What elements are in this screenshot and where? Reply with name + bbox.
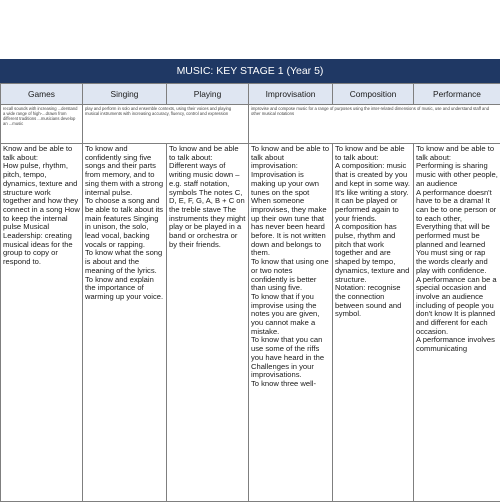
performance-text-1: To know and be able to talk about: [416, 145, 498, 162]
header-improvisation: Improvisation [249, 84, 333, 105]
composition-text-1: To know and be able to talk about: [335, 145, 411, 162]
composition-text-3: A composition has pulse, rhythm and pitch that work together and are shaped by tempo, dynamics, texture and structure. [335, 223, 411, 284]
singing-text-1: To know and confidently sing five songs and their parts from memory, and to sing them with a strong internal pulse. [85, 145, 164, 197]
goal-singing-playing: play and perform in solo and ensemble contexts, using their voices and playing musical instruments with increasing accuracy, fluency, control and expression [83, 105, 249, 144]
improvisation-text-3: To know that using one or two notes confidently is better than using five. [251, 258, 330, 293]
header-singing: Singing [83, 84, 167, 105]
performance-text-4: Everything that will be performed must be planned and learned You must sing or rap the words clearly and play with confidence. [416, 223, 498, 275]
header-composition: Composition [333, 84, 414, 105]
singing-text-2: To choose a song and be able to talk about its main features Singing in unison, the solo, lead vocal, backing vocals or rapping. [85, 197, 164, 249]
cell-singing [83, 144, 167, 502]
games-text-2: How pulse, rhythm, pitch, tempo, dynamics, texture and structure work together and how they connect in a song How to keep the internal pulse Musical Leadership: creating musical ideas for the group to copy or respond to. [3, 162, 80, 266]
header-playing: Playing [167, 84, 249, 105]
cell-playing [167, 144, 249, 502]
goal-games: recall sounds with increasing ...derstand a wide range of high-...drawn from different traditions ...musicians develop an ...music [1, 105, 83, 144]
header-row [1, 84, 500, 105]
cell-improvisation [249, 144, 333, 502]
curriculum-table [0, 83, 500, 502]
performance-text-6: A performance involves communicating [416, 336, 498, 353]
performance-text-3: A performance doesn't have to be a drama! It can be to one person or to each other, [416, 189, 498, 224]
document-title: MUSIC: KEY STAGE 1 (Year 5) [0, 59, 500, 83]
cell-composition [333, 144, 414, 502]
singing-text-4: To know and explain the importance of warming up your voice. [85, 276, 164, 302]
improvisation-text-2: Improvisation is making up your own tunes on the spot When someone improvises, they make up their own tune that has never been heard before. It is not written down and belongs to them. [251, 171, 330, 258]
playing-text-2: Different ways of writing music down – e.g. staff notation, symbols The notes C, D, E, F, G, A, B + C on the treble stave The instruments they might play or be played in a band or orchestra or by their friends. [169, 162, 246, 249]
improvisation-text-4: To know that if you improvise using the notes you are given, you cannot make a mistake. [251, 293, 330, 337]
performance-text-2: Performing is sharing music with other people, an audience [416, 162, 498, 188]
cell-games [1, 144, 83, 502]
composition-text-2: A composition: music that is created by you and kept in some way. It's like writing a story. It can be played or performed again to your friends. [335, 162, 411, 223]
playing-text-1: To know and be able to talk about: [169, 145, 246, 162]
composition-text-4: Notation: recognise the connection between sound and symbol. [335, 284, 411, 319]
performance-text-5: A performance can be a special occasion and involve an audience including of people you don't know It is planned and different for each occasion. [416, 276, 498, 337]
header-games: Games [1, 84, 83, 105]
content-row [1, 144, 500, 502]
goal-improvise-compose: improvise and compose music for a range of purposes using the inter-related dimensions of music, use and understand staff and other musical notations [249, 105, 500, 144]
cell-performance [414, 144, 500, 502]
improvisation-text-1: To know and be able to talk about improvisation: [251, 145, 330, 171]
games-text-1: Know and be able to talk about: [3, 145, 80, 162]
header-performance: Performance [414, 84, 500, 105]
goals-row [1, 105, 500, 144]
improvisation-text-6: To know three well- [251, 380, 330, 389]
improvisation-text-5: To know that you can use some of the riffs you have heard in the Challenges in your improvisations. [251, 336, 330, 380]
singing-text-3: To know what the song is about and the meaning of the lyrics. [85, 249, 164, 275]
